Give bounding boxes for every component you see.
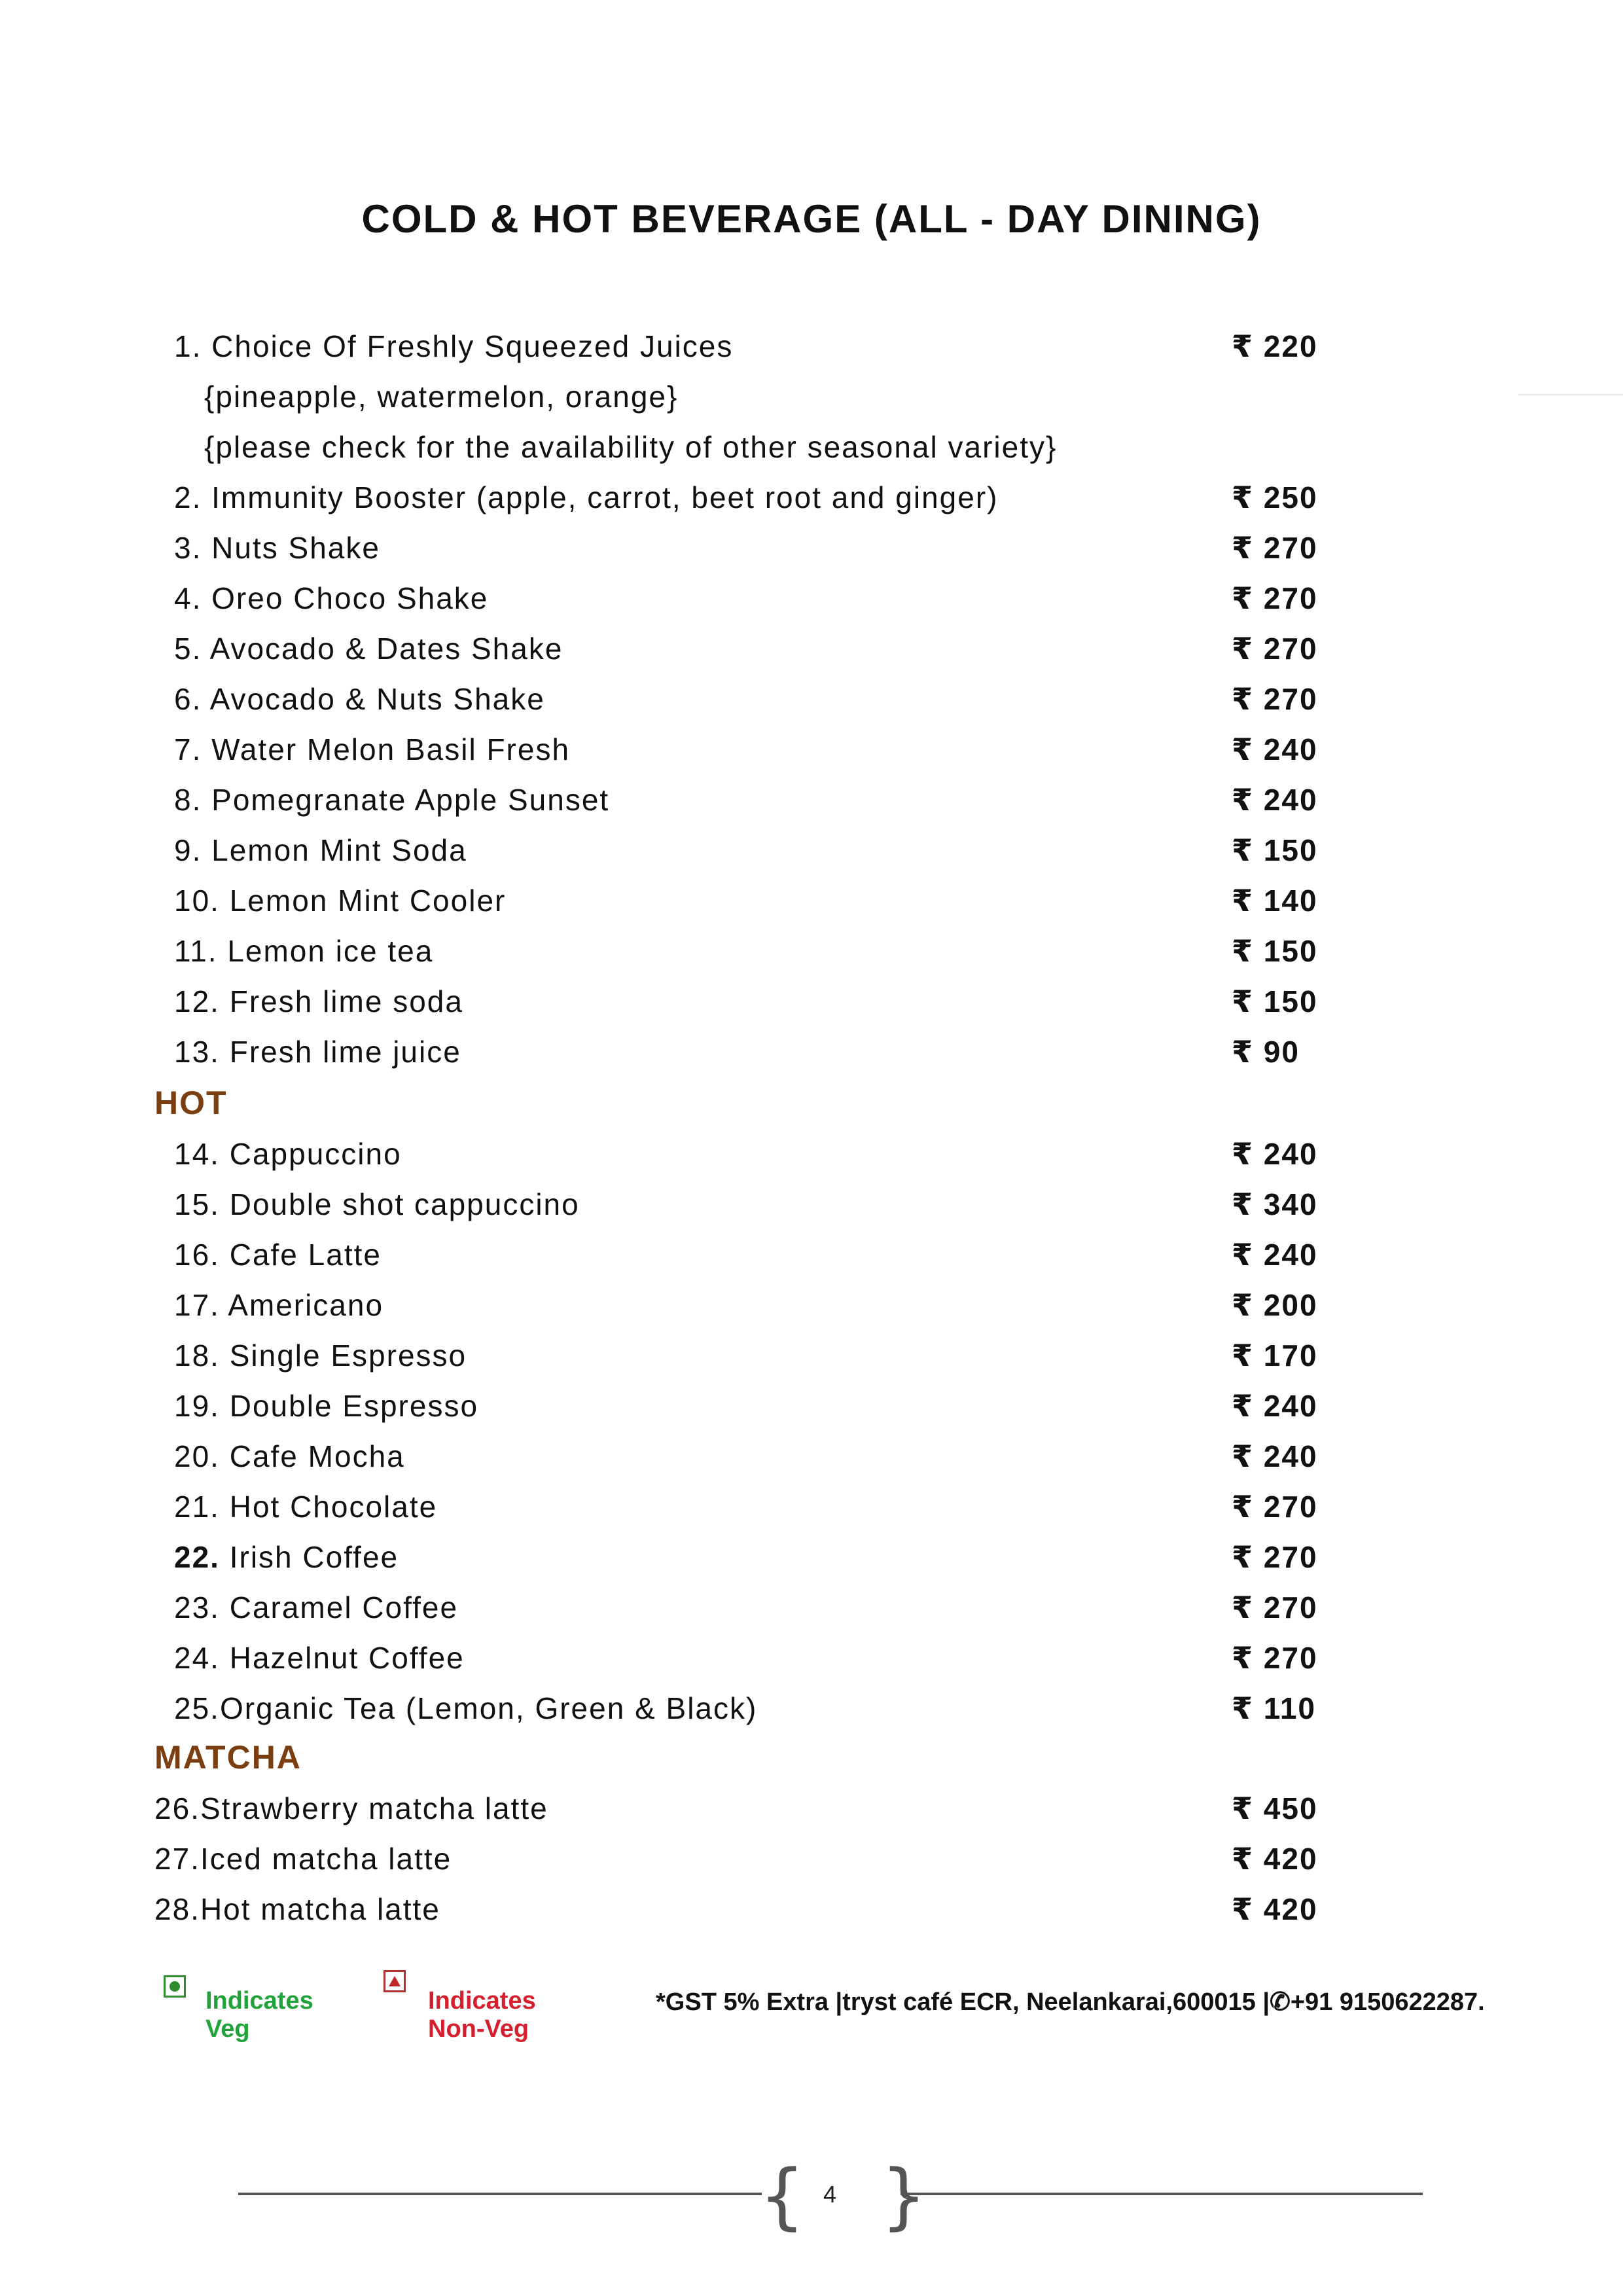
veg-label: Indicates Veg xyxy=(205,1987,313,2043)
menu-item-name: 17. Americano xyxy=(174,1288,384,1322)
menu-item-note: {please check for the availability of other seasonal variety} xyxy=(204,430,1058,464)
menu-item-name: 16. Cafe Latte xyxy=(174,1238,382,1272)
menu-item-price: ₹ 240 xyxy=(1232,732,1318,766)
menu-item-name: 13. Fresh lime juice xyxy=(174,1035,461,1069)
menu-item-name: 23. Caramel Coffee xyxy=(174,1590,459,1624)
menu-item-price: ₹ 220 xyxy=(1232,329,1318,363)
menu-item-name: 10. Lemon Mint Cooler xyxy=(174,884,507,918)
menu-item-name: 7. Water Melon Basil Fresh xyxy=(174,732,571,766)
menu-item-price: ₹ 240 xyxy=(1232,1137,1318,1171)
footer-rule-right xyxy=(901,2193,1423,2195)
menu-item-name: 4. Oreo Choco Shake xyxy=(174,581,489,615)
menu-item-price: ₹ 240 xyxy=(1232,1238,1318,1272)
menu-item-price: ₹ 270 xyxy=(1232,1590,1318,1624)
menu-item-name: 27.Iced matcha latte xyxy=(154,1842,452,1876)
veg-icon xyxy=(164,1975,186,1998)
menu-item-price: ₹ 270 xyxy=(1232,1540,1318,1574)
menu-item-name: 19. Double Espresso xyxy=(174,1389,479,1423)
menu-item-name: 21. Hot Chocolate xyxy=(174,1490,438,1524)
gst-contact-note: *GST 5% Extra |tryst café ECR, Neelankarai,600015 |✆+91 9150622287. xyxy=(656,1988,1485,2016)
menu-item-name: 5. Avocado & Dates Shake xyxy=(174,632,563,666)
non-veg-icon xyxy=(383,1970,406,1992)
menu-item-number: 22. xyxy=(174,1540,220,1574)
footer-brace-right: } xyxy=(881,2154,927,2238)
menu-item-name: 15. Double shot cappuccino xyxy=(174,1187,580,1221)
menu-item-price: ₹ 340 xyxy=(1232,1187,1318,1221)
menu-item-note: {pineapple, watermelon, orange} xyxy=(204,380,679,414)
decorative-line xyxy=(1518,394,1623,395)
menu-item-name: 25.Organic Tea (Lemon, Green & Black) xyxy=(174,1691,758,1725)
menu-item-name: 11. Lemon ice tea xyxy=(174,934,434,968)
menu-item-price: ₹ 90 xyxy=(1232,1035,1300,1069)
menu-item-price: ₹ 240 xyxy=(1232,783,1318,817)
menu-item-name: 12. Fresh lime soda xyxy=(174,984,463,1018)
menu-item-name: 20. Cafe Mocha xyxy=(174,1439,405,1473)
menu-item-price: ₹ 270 xyxy=(1232,632,1318,666)
menu-item-name: 28.Hot matcha latte xyxy=(154,1892,440,1926)
menu-item-price: ₹ 240 xyxy=(1232,1389,1318,1423)
menu-item-price: ₹ 270 xyxy=(1232,1490,1318,1524)
menu-item-name: Irish Coffee xyxy=(229,1540,399,1574)
menu-item-name: 9. Lemon Mint Soda xyxy=(174,833,467,867)
menu-item-price: ₹ 250 xyxy=(1232,480,1318,514)
footer-rule-left xyxy=(238,2193,762,2195)
menu-item-name: 18. Single Espresso xyxy=(174,1338,467,1372)
menu-item-name: 8. Pomegranate Apple Sunset xyxy=(174,783,610,817)
menu-item-price: ₹ 170 xyxy=(1232,1338,1318,1372)
menu-item-price: ₹ 110 xyxy=(1232,1691,1316,1725)
menu-item-price: ₹ 140 xyxy=(1232,884,1318,918)
menu-item-price: ₹ 270 xyxy=(1232,531,1318,565)
menu-item-price: ₹ 420 xyxy=(1232,1842,1318,1876)
page-number: 4 xyxy=(823,2181,837,2208)
non-veg-label: Indicates Non-Veg xyxy=(428,1987,536,2043)
section-heading-matcha: MATCHA xyxy=(154,1739,302,1776)
menu-item-price: ₹ 150 xyxy=(1232,934,1318,968)
menu-item-price: ₹ 200 xyxy=(1232,1288,1318,1322)
menu-item-name: 26.Strawberry matcha latte xyxy=(154,1791,548,1825)
footer-brace-left: { xyxy=(759,2154,805,2238)
menu-item-name: 3. Nuts Shake xyxy=(174,531,380,565)
menu-item-price: ₹ 150 xyxy=(1232,984,1318,1018)
menu-item-price: ₹ 270 xyxy=(1232,581,1318,615)
menu-item-name: 6. Avocado & Nuts Shake xyxy=(174,682,545,716)
menu-item-price: ₹ 150 xyxy=(1232,833,1318,867)
menu-item-name: 14. Cappuccino xyxy=(174,1137,402,1171)
menu-item-name: 1. Choice Of Freshly Squeezed Juices xyxy=(174,329,734,363)
menu-item-name: 24. Hazelnut Coffee xyxy=(174,1641,465,1675)
menu-item-price: ₹ 270 xyxy=(1232,682,1318,716)
menu-item-price: ₹ 420 xyxy=(1232,1892,1318,1926)
page-title: COLD & HOT BEVERAGE (ALL - DAY DINING) xyxy=(361,197,1262,241)
section-heading-hot: HOT xyxy=(154,1085,228,1121)
menu-item xyxy=(174,1539,399,1575)
menu-item-name: 2. Immunity Booster (apple, carrot, beet root and ginger) xyxy=(174,480,999,514)
menu-item-price: ₹ 240 xyxy=(1232,1439,1318,1473)
menu-item-price: ₹ 450 xyxy=(1232,1791,1318,1825)
menu-item-price: ₹ 270 xyxy=(1232,1641,1318,1675)
